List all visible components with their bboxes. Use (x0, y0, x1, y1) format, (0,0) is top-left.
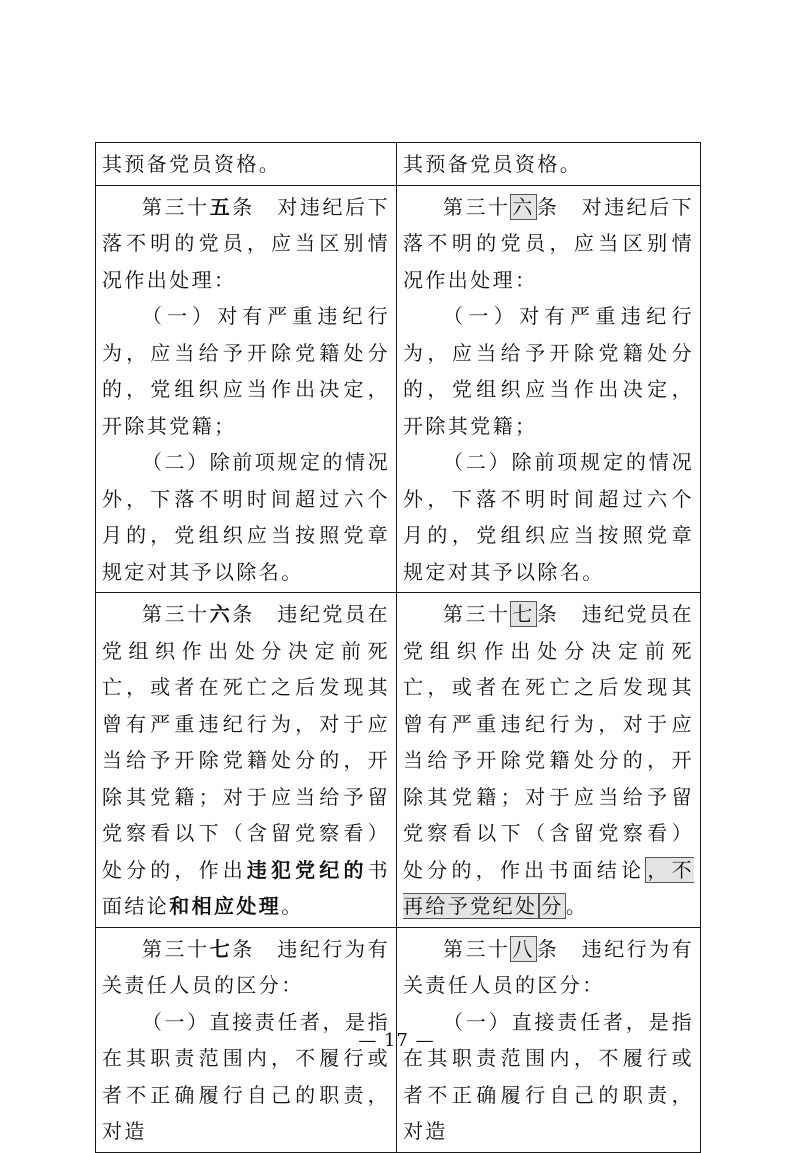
article-text: 书面结论 (102, 857, 391, 918)
clause-paragraph: （一）对有严重违纪行为，应当给予开除党籍处分的，党组织应当作出决定，开除其党籍； (403, 304, 694, 438)
old-text-cell (96, 143, 397, 186)
comparison-table (95, 142, 701, 1153)
article-prefix: 第三十 (142, 602, 210, 626)
table-row (96, 185, 701, 593)
article-prefix: 第三十 (443, 602, 511, 626)
table-row (96, 593, 701, 928)
article-paragraph (403, 596, 694, 925)
article-prefix: 第三十 (443, 936, 511, 961)
article-prefix: 第三十 (142, 194, 210, 219)
article-number: 五 (209, 194, 233, 219)
article-number: 六 (209, 602, 233, 626)
new-text-cell (397, 185, 701, 593)
article-prefix: 第三十 (142, 936, 210, 961)
page-number: — 17 — (358, 1030, 435, 1051)
added-text: ，不再给予党纪处 (403, 857, 694, 918)
paragraph: 其预备党员资格。 (403, 152, 583, 176)
article-text: 条 违纪行为有关责任人员的区分： (403, 936, 694, 997)
old-text-cell (96, 593, 397, 928)
clause-paragraph: （一）对有严重违纪行为，应当给予开除党籍处分的，党组织应当作出决定，开除其党籍； (102, 304, 390, 438)
article-text: 条 对违纪后下落不明的党员，应当区别情况作出处理： (102, 194, 390, 292)
article-text: 。 (565, 894, 589, 918)
article-paragraph (102, 931, 390, 1004)
table-row (96, 143, 701, 186)
clause-paragraph: （二）除前项规定的情况外，下落不明时间超过六个月的，党组织应当按照党章规定对其予以除名。 (403, 450, 694, 584)
new-text-cell (397, 143, 701, 186)
deleted-text: 和相应处理 (169, 894, 282, 918)
changed-article-number: 七 (512, 602, 535, 626)
article-paragraph (102, 189, 390, 299)
clause-paragraph: （一）直接责任者，是指在其职责范围内，不履行或者不正确履行自己的职责，对造 (102, 1009, 390, 1143)
article-number: 七 (209, 936, 233, 961)
article-prefix: 第三十 (443, 194, 511, 219)
article-paragraph (403, 189, 694, 299)
article-paragraph (403, 931, 694, 1004)
article-paragraph (102, 596, 390, 925)
old-text-cell (96, 185, 397, 593)
article-text: 条 违纪党员在党组织作出处分决定前死亡，或者在死亡之后发现其曾有严重违纪行为，对于应当给予开除党籍处分的，开除其党籍；对于应当给予留党察看以下（含留党察看）处分的，作出书面结论 (403, 602, 694, 882)
added-text: 分 (541, 894, 564, 918)
changed-article-number: 八 (512, 936, 535, 961)
clause-paragraph: （一）直接责任者，是指在其职责范围内，不履行或者不正确履行自己的职责，对造 (403, 1009, 694, 1143)
changed-article-number: 六 (512, 194, 535, 219)
article-text: 。 (281, 894, 304, 918)
article-text: 条 违纪党员在党组织作出处分决定前死亡，或者在死亡之后发现其曾有严重违纪行为，对于应当给予开除党籍处分的，开除其党籍；对于应当给予留党察看以下（含留党察看）处分的，作出 (102, 602, 390, 882)
article-text: 条 违纪行为有关责任人员的区分： (102, 936, 390, 997)
new-text-cell (397, 593, 701, 928)
paragraph: 其预备党员资格。 (102, 152, 282, 176)
article-text: 条 对违纪后下落不明的党员，应当区别情况作出处理： (403, 194, 694, 292)
deleted-text: 违犯党纪的 (246, 857, 368, 882)
clause-paragraph: （二）除前项规定的情况外，下落不明时间超过六个月的，党组织应当按照党章规定对其予以除名。 (102, 450, 390, 584)
